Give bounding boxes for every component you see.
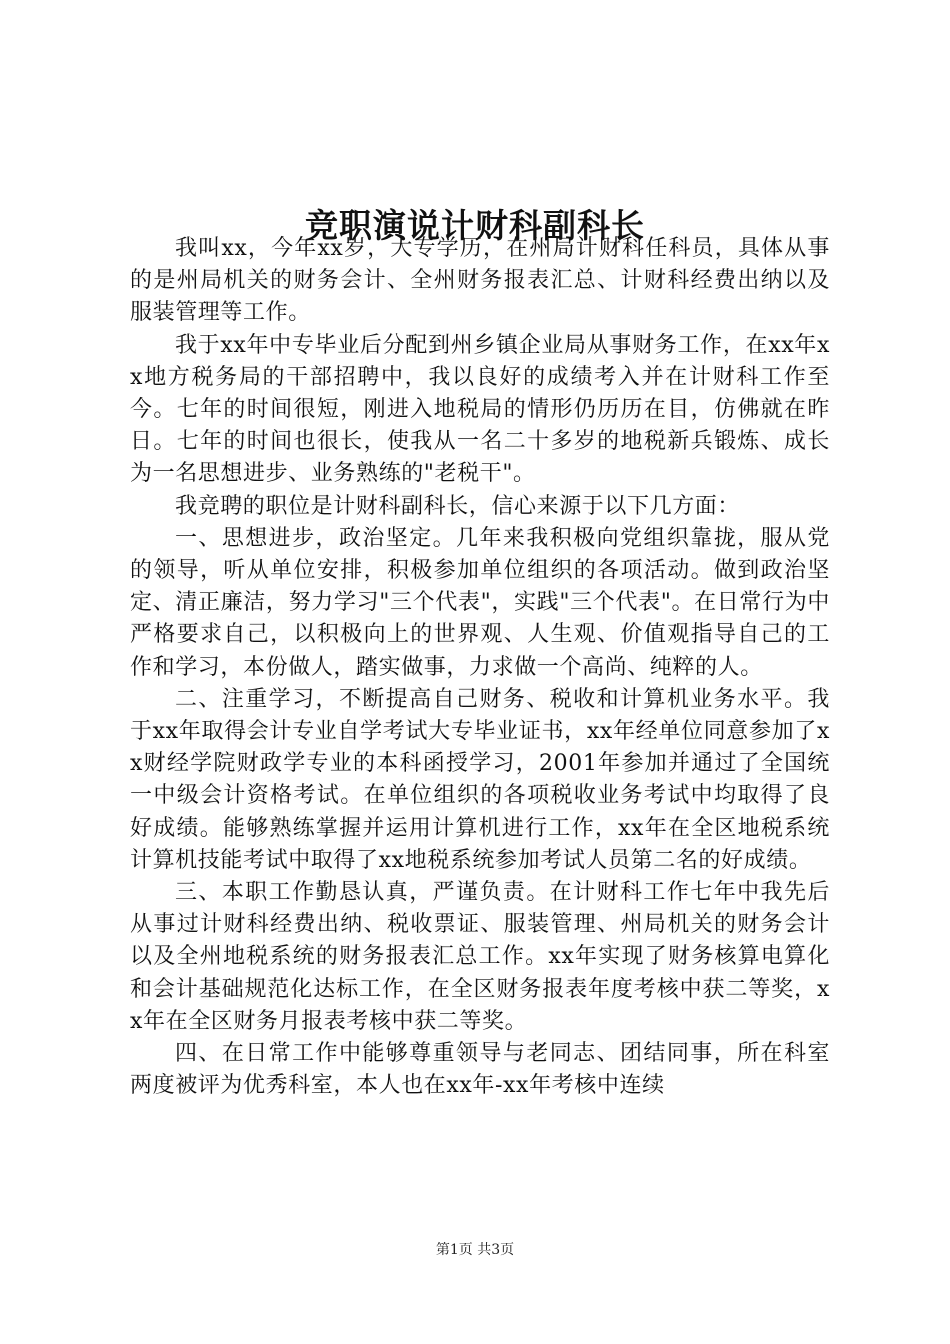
paragraph-point-one: 一、思想进步，政治坚定。几年来我积极向党组织靠拢，服从党的领导，听从单位安排，积极参加单位组织的各项活动。做到政治坚定、清正廉洁，努力学习"三个代表"，实践"三个代表"。在日常行为中严格要求自己，以积极向上的世界观、人生观、价值观指导自己的工作和学习，本份做人，踏实做事，力求做一个高尚、纯粹的人。	[130, 525, 830, 680]
page-number-footer: 第1页 共3页	[435, 1242, 515, 1258]
paragraph-point-three: 三、本职工作勤恳认真，严谨负责。在计财科工作七年中我先后从事过计财科经费出纳、税收票证、服装管理、州局机关的财务会计以及全州地税系统的财务报表汇总工作。xx年实现了财务核算电算化和会计基础规范化达标工作，在全区财务报表年度考核中获二等奖，xx年在全区财务月报表考核中获二等奖。	[130, 880, 830, 1034]
paragraph-intro: 我叫xx，今年xx岁，大专学历，在州局计财科任科员，具体从事的是州局机关的财务会计、全州财务报表汇总、计财科经费出纳以及服装管理等工作。	[130, 236, 830, 326]
paragraph-position: 我竞聘的职位是计财科副科长，信心来源于以下几方面：	[175, 493, 741, 519]
document-body	[130, 233, 830, 1102]
document-title: 竞职演说计财科副科长	[305, 206, 645, 246]
paragraph-background: 我于xx年中专毕业后分配到州乡镇企业局从事财务工作，在xx年xx地方税务局的干部招聘中，我以良好的成绩考入并在计财科工作至今。七年的时间很短，刚进入地税局的情形仍历历在目，仿佛就在昨日。七年的时间也很长，使我从一名二十多岁的地税新兵锻炼、成长为一名思想进步、业务熟练的"老税干"。	[130, 332, 830, 487]
paragraph-point-four: 四、在日常工作中能够尊重领导与老同志、团结同事，所在科室两度被评为优秀科室，本人也在xx年-xx年考核中连续	[130, 1041, 830, 1099]
paragraph-point-two: 二、注重学习，不断提高自己财务、税收和计算机业务水平。我于xx年取得会计专业自学考试大专毕业证书，xx年经单位同意参加了xx财经学院财政学专业的本科函授学习，2001年参加并通过了全国统一中级会计资格考试。在单位组织的各项税收业务考试中均取得了良好成绩。能够熟练掌握并运用计算机进行工作，xx年在全区地税系统计算机技能考试中取得了xx地税系统参加考试人员第二名的好成绩。	[130, 686, 830, 873]
